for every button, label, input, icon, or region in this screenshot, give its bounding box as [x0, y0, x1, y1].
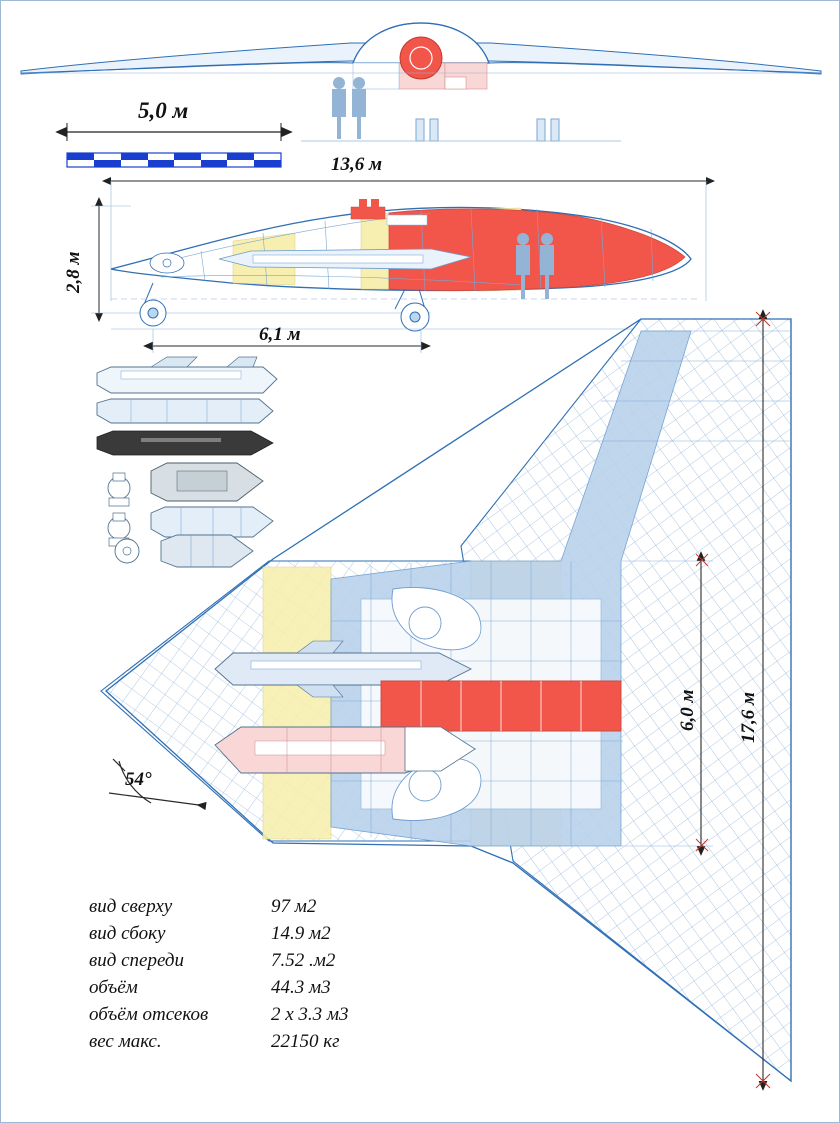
spec-row-value: 22150 кг: [271, 1031, 340, 1052]
spec-row-value: 7.52 .м2: [271, 950, 336, 971]
human-figure-front: [332, 77, 366, 139]
spec-row-value: 14.9 м2: [271, 923, 331, 944]
spec-row-value: 2 х 3.3 м3: [271, 1004, 349, 1025]
spec-row-label: вес макс.: [89, 1031, 162, 1052]
dim-label-sweep-angle: 54°: [125, 769, 152, 790]
scale-bar-graphic: [67, 123, 281, 167]
spec-row-label: объём: [89, 977, 138, 998]
side-view: [91, 181, 706, 353]
dim-label-height-side: 2,8 м: [63, 251, 84, 293]
dim-label-wingspan: 17,6 м: [738, 691, 759, 743]
dim-label-fuselage-length: 6,1 м: [259, 324, 301, 345]
spec-row-label: вид сбоку: [89, 923, 166, 944]
spec-row-value: 44.3 м3: [271, 977, 331, 998]
spec-row: [89, 894, 411, 921]
dim-label-center-body-width: 6,0 м: [677, 689, 698, 731]
dim-label-scale-bar: 5,0 м: [138, 98, 189, 123]
spec-row-label: вид сверху: [89, 896, 173, 917]
spec-row: [89, 921, 411, 948]
spec-row-label: объём отсеков: [89, 1004, 209, 1025]
spec-row-label: вид спереди: [89, 950, 185, 971]
spec-row: [89, 1002, 411, 1029]
spec-row: [89, 975, 411, 1002]
dim-label-wing-chord-side: 13,6 м: [331, 154, 383, 175]
spec-row-value: 97 м2: [271, 896, 317, 917]
spec-row: [89, 1029, 411, 1056]
spec-table: [89, 894, 411, 1056]
ordnance-details: [97, 357, 277, 567]
spec-row: [89, 948, 411, 975]
